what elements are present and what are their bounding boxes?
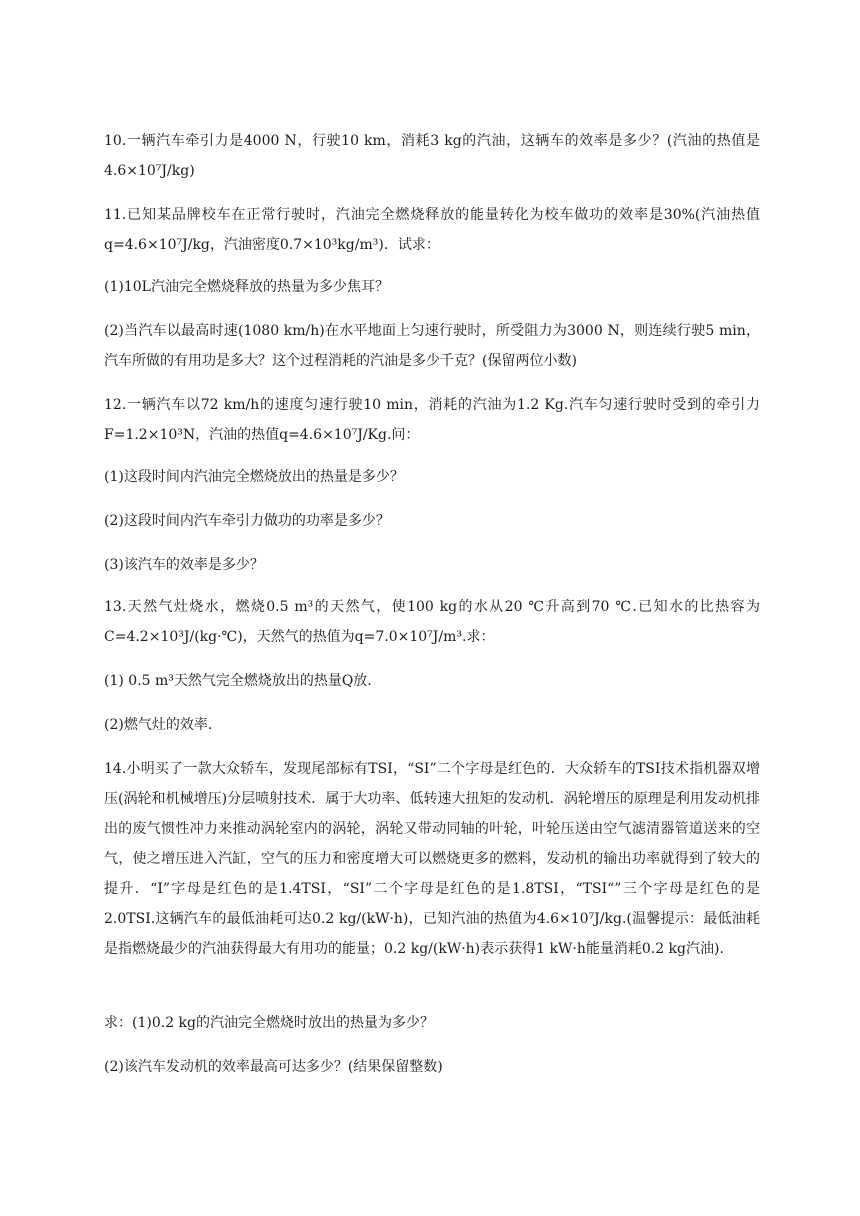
question-12-part-2: (2)这段时间内汽车牵引力做功的功率是多少？ xyxy=(104,513,390,529)
question-13-part-1: (1) 0.5 m³天然气完全燃烧放出的热量Q放. xyxy=(104,673,372,689)
question-10: 10.一辆汽车牵引力是4000 N，行驶10 km，消耗3 kg的汽油，这辆车的效率是多少？(汽油的热值是4.6×10⁷J/kg) xyxy=(104,133,760,179)
question-12: 12.一辆汽车以72 km/h的速度匀速行驶10 min，消耗的汽油为1.2 Kg.汽车匀速行驶时受到的牵引力F=1.2×10³N，汽油的热值q=4.6×10⁷J/Kg.问： xyxy=(104,397,760,443)
question-11-part-2: (2)当汽车以最高时速(1080 km/h)在水平地面上匀速行驶时，所受阻力为3000 N，则连续行驶5 min，汽车所做的有用功是多大？这个过程消耗的汽油是多少千克？(保留两位小数) xyxy=(104,323,760,369)
question-14-part-1: 求：(1)0.2 kg的汽油完全燃烧时放出的热量为多少？ xyxy=(104,1015,434,1031)
question-12-part-3: (3)该汽车的效率是多少？ xyxy=(104,557,264,573)
question-14: 14.小明买了一款大众轿车，发现尾部标有TSI，“SI”二个字母是红色的．大众轿车的TSI技术指机器双增压(涡轮和机械增压)分层喷射技术．属于大功率、低转速大扭矩的发动机．涡轮增压的原理是利用发动机排出的废气惯性冲力来推动涡轮室内的涡轮，涡轮又带动同轴的叶轮，叶轮压送由空气滤清器管道送来的空气，使之增压进入汽缸，空气的压力和密度增大可以燃烧更多的燃料，发动机的输出功率就得到了较大的提升．“I”字母是红色的是1.4TSI，“SI”二个字母是红色的是1.8TSI，“TSI“”三个字母是红色的是2.0TSI.这辆汽车的最低油耗可达0.2 kg/(kW·h)，已知汽油的热值为4.6×10⁷J/kg.(温馨提示：最低油耗是指燃烧最少的汽油获得最大有用功的能量；0.2 kg/(kW·h)表示获得1 kW·h能量消耗0.2 kg汽油). xyxy=(104,761,760,957)
question-13-part-2: (2)燃气灶的效率． xyxy=(104,717,222,733)
question-11-part-1: (1)10L汽油完全燃烧释放的热量为多少焦耳？ xyxy=(104,279,389,295)
question-13: 13.天然气灶烧水，燃烧0.5 m³的天然气，使100 kg的水从20 ℃升高到70 ℃.已知水的比热容为C=4.2×10³J/(kg·℃)，天然气的热值为q=7.0×10⁷J/m³.求： xyxy=(104,599,760,645)
question-11: 11.已知某品牌校车在正常行驶时，汽油完全燃烧释放的能量转化为校车做功的效率是30%(汽油热值q=4.6×10⁷J/kg，汽油密度0.7×10³kg/m³)．试求： xyxy=(104,207,760,253)
question-12-part-1: (1)这段时间内汽油完全燃烧放出的热量是多少？ xyxy=(104,469,404,485)
question-14-part-2: (2)该汽车发动机的效率最高可达多少？(结果保留整数) xyxy=(104,1059,443,1075)
